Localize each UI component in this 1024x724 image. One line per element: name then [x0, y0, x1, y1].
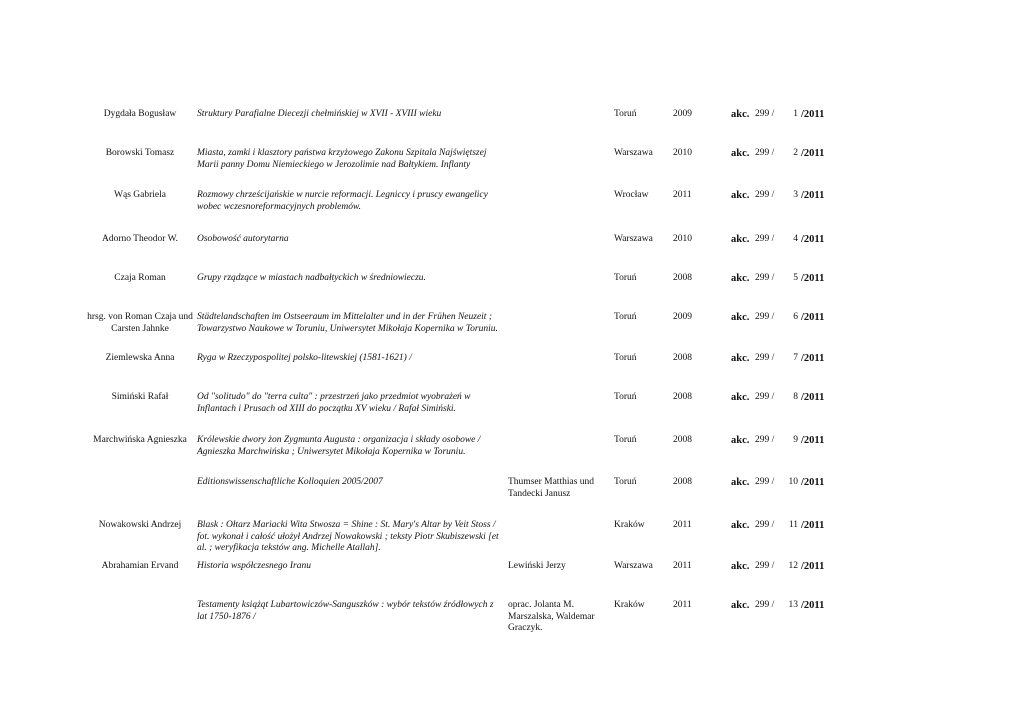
akc-label: akc. — [731, 561, 750, 572]
author-cell: Simiński Rafał — [111, 392, 169, 402]
sequence-number: 1 — [793, 109, 798, 119]
sequence-number: 2 — [793, 148, 798, 158]
akc-label: akc. — [731, 435, 750, 446]
akc-label: akc. — [731, 312, 750, 323]
place-cell: Toruń — [614, 435, 637, 445]
akc-label: akc. — [731, 273, 750, 284]
year-cell: 2008 — [673, 273, 692, 283]
akc-label: akc. — [731, 109, 750, 120]
sequence-number: 10 — [788, 477, 798, 487]
accession-number: 299 / — [755, 435, 775, 445]
place-cell: Warszawa — [614, 234, 653, 244]
place-cell: Toruń — [614, 353, 637, 363]
year-cell: 2008 — [673, 435, 692, 445]
akc-label: akc. — [731, 392, 750, 403]
accession-number: 299 / — [755, 273, 775, 283]
accession-number: 299 / — [755, 477, 775, 487]
accession-year: /2011 — [801, 109, 825, 120]
sequence-number: 8 — [793, 392, 798, 402]
accession-year: /2011 — [801, 190, 825, 201]
place-cell: Toruń — [614, 312, 637, 322]
author-cell: hrsg. von Roman Czaja und Carsten Jahnke — [87, 312, 193, 334]
place-cell: Warszawa — [614, 561, 653, 571]
accession-number: 299 / — [755, 600, 775, 610]
accession-year: /2011 — [801, 312, 825, 323]
year-cell: 2008 — [673, 392, 692, 402]
title-cell: Testamenty książąt Lubartowiczów-Sanguszków : wybór tekstów źródłowych z lat 1750-1876 / — [197, 600, 494, 622]
accession-year: /2011 — [801, 273, 825, 284]
author-cell: Adorno Theodor W. — [101, 234, 179, 244]
akc-label: akc. — [731, 477, 750, 488]
sequence-number: 3 — [793, 190, 798, 200]
akc-label: akc. — [731, 353, 750, 364]
accession-number: 299 / — [755, 392, 775, 402]
sequence-number: 12 — [788, 561, 798, 571]
title-cell: Od "solitudo" do "terra culta" : przestrzeń jako przedmiot wyobrażeń w Inflantach i Prusach od XIII do początku XV wieku / Rafał Simiński. — [197, 392, 471, 414]
year-cell: 2008 — [673, 353, 692, 363]
title-cell: Städtelandschaften im Ostseeraum im Mittelalter und in der Frühen Neuzeit ; Towarzystwo Naukowe w Toruniu, Uniwersytet Mikołaja Kopernika w Toruniu. — [197, 312, 498, 334]
sequence-number: 11 — [788, 520, 798, 530]
title-cell: Rozmowy chrześcijańskie w nurcie reformacji. Legniccy i pruscy ewangelicy wobec wczesnoreformacyjnych problemów. — [197, 190, 488, 212]
place-cell: Kraków — [614, 520, 645, 530]
accession-number: 299 / — [755, 353, 775, 363]
editor-cell: Lewiński Jerzy — [508, 561, 566, 571]
title-cell: Osobowość autorytarna — [197, 234, 289, 244]
place-cell: Toruń — [614, 477, 637, 487]
sequence-number: 4 — [793, 234, 798, 244]
title-cell: Struktury Parafialne Diecezji chełmińskiej w XVII - XVIII wieku — [197, 109, 442, 119]
accession-number: 299 / — [755, 148, 775, 158]
year-cell: 2009 — [673, 312, 692, 322]
title-cell: Grupy rządzące w miastach nadbałtyckich w średniowieczu. — [197, 273, 426, 283]
author-cell: Ziemlewska Anna — [105, 353, 175, 363]
accession-year: /2011 — [801, 234, 825, 245]
title-cell: Editionswissenschaftliche Kolloquien 2005/2007 — [197, 477, 383, 487]
sequence-number: 5 — [793, 273, 798, 283]
sequence-number: 6 — [793, 312, 798, 322]
accession-year: /2011 — [801, 477, 825, 488]
author-cell: Czaja Roman — [114, 273, 166, 283]
accession-number: 299 / — [755, 109, 775, 119]
title-cell: Ryga w Rzeczypospolitej polsko-litewskiej (1581-1621) / — [197, 353, 412, 363]
accession-year: /2011 — [801, 600, 825, 611]
accession-year: /2011 — [801, 148, 825, 159]
title-cell: Historia współczesnego Iranu — [197, 561, 311, 571]
accession-year: /2011 — [801, 353, 825, 364]
place-cell: Wrocław — [614, 190, 649, 200]
year-cell: 2010 — [673, 234, 692, 244]
place-cell: Kraków — [614, 600, 645, 610]
accession-year: /2011 — [801, 392, 825, 403]
akc-label: akc. — [731, 600, 750, 611]
author-cell: Wąs Gabriela — [114, 190, 166, 200]
accession-number: 299 / — [755, 561, 775, 571]
sequence-number: 7 — [793, 353, 798, 363]
editor-cell: oprac. Jolanta M. Marszalska, Waldemar Graczyk. — [508, 600, 595, 633]
sequence-number: 13 — [788, 600, 798, 610]
accession-number: 299 / — [755, 520, 775, 530]
sequence-number: 9 — [793, 435, 798, 445]
accession-number: 299 / — [755, 312, 775, 322]
year-cell: 2011 — [673, 190, 692, 200]
accession-number: 299 / — [755, 190, 775, 200]
year-cell: 2011 — [673, 561, 692, 571]
place-cell: Toruń — [614, 109, 637, 119]
author-cell: Borowski Tomasz — [105, 148, 175, 158]
year-cell: 2008 — [673, 477, 692, 487]
place-cell: Toruń — [614, 392, 637, 402]
title-cell: Blask : Ołtarz Mariacki Wita Stwosza = Shine : St. Mary's Altar by Veit Stoss / fot. wykonał i całość ułożył Andrzej Nowakowski ; teksty Piotr Skubiszewski [et al. ; weryfikacja tekstów ang. Michelle Atallah]. — [197, 520, 499, 553]
editor-cell: Thumser Matthias und Tandecki Janusz — [508, 477, 595, 499]
akc-label: akc. — [731, 234, 750, 245]
author-cell: Abrahamian Ervand — [101, 561, 179, 571]
akc-label: akc. — [731, 148, 750, 159]
accession-year: /2011 — [801, 435, 825, 446]
title-cell: Miasta, zamki i klasztory państwa krzyżowego Zakonu Szpitala Najświętszej Marii panny Domu Niemieckiego w Jerozolimie nad Bałtykiem. Inflanty — [197, 148, 487, 170]
year-cell: 2011 — [673, 520, 692, 530]
author-cell: Dygdała Bogusław — [103, 109, 177, 119]
accession-year: /2011 — [801, 561, 825, 572]
akc-label: akc. — [731, 190, 750, 201]
author-cell: Nowakowski Andrzej — [98, 520, 182, 530]
accession-year: /2011 — [801, 520, 825, 531]
title-cell: Królewskie dwory żon Zygmunta Augusta : organizacja i składy osobowe / Agnieszka Marchwińska ; Uniwersytet Mikołaja Kopernika w Toruniu. — [197, 435, 481, 457]
year-cell: 2009 — [673, 109, 692, 119]
akc-label: akc. — [731, 520, 750, 531]
year-cell: 2010 — [673, 148, 692, 158]
place-cell: Toruń — [614, 273, 637, 283]
author-cell: Marchwińska Agnieszka — [93, 435, 187, 445]
place-cell: Warszawa — [614, 148, 653, 158]
accession-number: 299 / — [755, 234, 775, 244]
year-cell: 2011 — [673, 600, 692, 610]
